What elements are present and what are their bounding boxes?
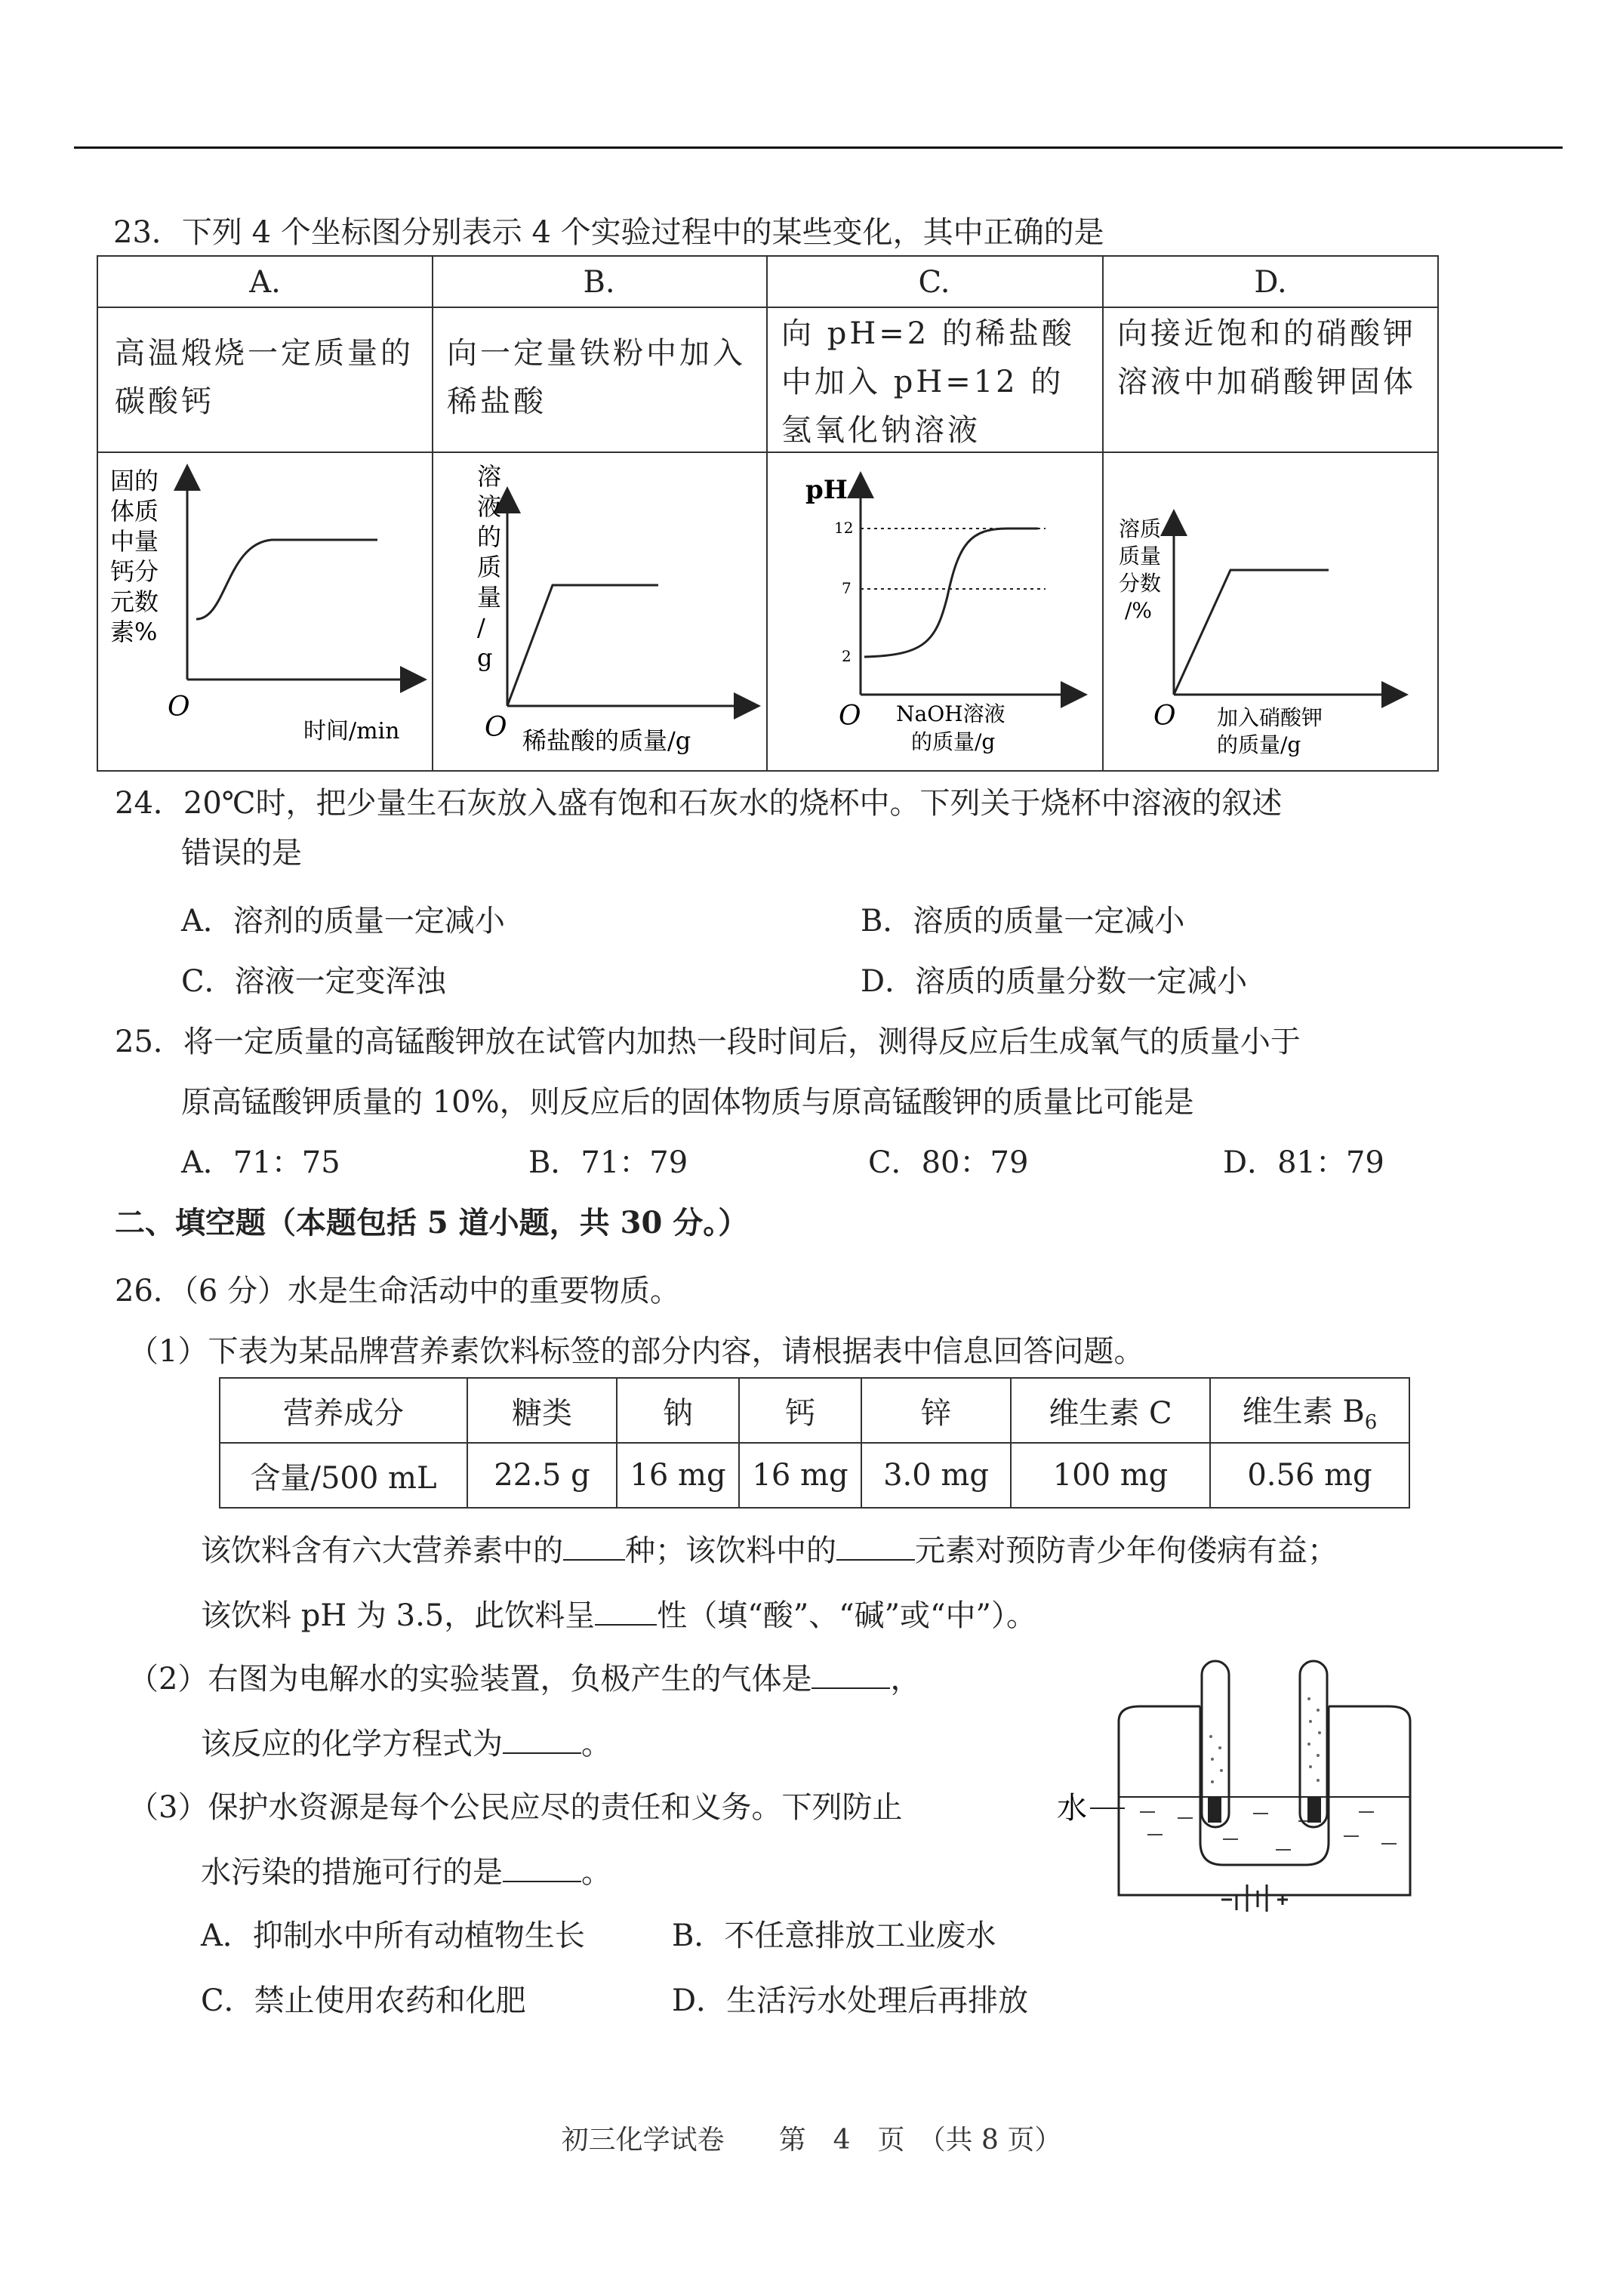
answer-blank-2[interactable] — [836, 1533, 915, 1561]
graph-b-origin: O — [485, 712, 507, 743]
q25-option-d[interactable]: D．81：79 — [1223, 1145, 1384, 1180]
q23-option-a-letter: A. — [249, 265, 281, 300]
graph-c-origin: O — [839, 701, 861, 732]
nutrition-table — [219, 1377, 1410, 1509]
q23-option-b-letter: B. — [583, 265, 615, 300]
q23-graph-b — [432, 453, 766, 770]
q25-stem-line1: 25．将一定质量的高锰酸钾放在试管内加热一段时间后，测得反应后生成氧气的质量小于 — [115, 1025, 1301, 1059]
fill1-text-b: 种；该饮料中的 — [625, 1533, 836, 1568]
q26-stem: 26．（6 分）水是生命活动中的重要物质。 — [115, 1274, 681, 1308]
q23-option-c-desc: 向 pH=2 的稀盐酸中加入 pH=12 的氢氧化钠溶液 — [781, 316, 1075, 448]
graph-d-origin: O — [1153, 701, 1176, 732]
p2-text-2: 该反应的化学方程式为 — [201, 1727, 503, 1761]
q25-option-c[interactable]: C．80：79 — [868, 1145, 1029, 1180]
q23-option-d-letter: D. — [1254, 265, 1287, 300]
p3-text-2: 水污染的措施可行的是 — [201, 1855, 503, 1890]
graph-a-origin: O — [168, 692, 190, 723]
q24-option-b[interactable]: B．溶质的质量一定减小 — [861, 904, 1185, 938]
q26-part1: （1）下表为某品牌营养素饮料标签的部分内容，请根据表中信息回答问题。 — [128, 1334, 1144, 1369]
graph-c-tick-2: 2 — [842, 647, 852, 665]
table-header-cell: 维生素 C — [1011, 1378, 1210, 1443]
table-cell: 100 mg — [1011, 1443, 1210, 1508]
table-row — [220, 1378, 1409, 1443]
q23-option-a-desc: 高温煅烧一定质量的碳酸钙 — [115, 336, 414, 419]
q23-graph-d — [1102, 453, 1439, 770]
q26-fill-line1 — [201, 1533, 1338, 1569]
graph-b-xlabel: 稀盐酸的质量/g — [522, 726, 691, 755]
vitamin-b-subscript: 6 — [1364, 1410, 1378, 1434]
graph-a-ylabel: 固的体质中量钙分元数素% — [110, 467, 159, 646]
q23-option-b-desc: 向一定量铁粉中加入稀盐酸 — [447, 336, 746, 419]
q25-option-b[interactable]: B．71：79 — [528, 1145, 688, 1180]
table-cell: 3.0 mg — [861, 1443, 1011, 1508]
graph-d-xlabel-2: 的质量/g — [1217, 732, 1301, 757]
answer-blank-3[interactable] — [595, 1598, 657, 1626]
table-cell: 22.5 g — [467, 1443, 617, 1508]
vitamin-b-label: 维生素 B — [1242, 1394, 1365, 1429]
graph-c-xlabel-2: 的质量/g — [911, 729, 996, 754]
graph-d-xlabel-1: 加入硝酸钾 — [1217, 705, 1323, 730]
answer-blank-4[interactable] — [812, 1662, 890, 1689]
q26-option-c[interactable]: C．禁止使用农药和化肥 — [201, 1983, 526, 2018]
table-header-cell: 糖类 — [467, 1378, 617, 1443]
q24-option-d[interactable]: D．溶质的质量分数一定减小 — [861, 964, 1248, 999]
q26-part3-line1: （3）保护水资源是每个公民应尽的责任和义务。下列防止 — [128, 1790, 903, 1825]
fill1-text-a: 该饮料含有六大营养素中的 — [201, 1533, 563, 1568]
table-cell: 16 mg — [739, 1443, 861, 1508]
q23-option-d-desc: 向接近饱和的硝酸钾溶液中加硝酸钾固体 — [1117, 316, 1416, 399]
q26-part2-line2 — [201, 1726, 611, 1762]
fill1-text-c: 元素对预防青少年佝偻病有益； — [915, 1533, 1338, 1568]
water-label: 水 — [1057, 1791, 1087, 1826]
q24-stem-line1: 24．20℃时，把少量生石灰放入盛有饱和石灰水的烧杯中。下列关于烧杯中溶液的叙述 — [115, 786, 1283, 821]
q25-stem-line2: 原高锰酸钾质量的 10%，则反应后的固体物质与原高锰酸钾的质量比可能是 — [181, 1085, 1194, 1120]
table-row — [220, 1443, 1409, 1508]
q23-option-c-letter: C. — [918, 265, 950, 300]
fill2-text-b: 性（填“酸”、“碱”或“中”）。 — [657, 1598, 1036, 1633]
graph-c-ylabel: pH — [805, 475, 848, 505]
graph-a-xlabel: 时间/min — [303, 718, 400, 744]
table-header-cell: 钙 — [739, 1378, 861, 1443]
graph-c-tick-12: 12 — [834, 519, 854, 537]
graph-d-ylabel: 溶质质量分数/% — [1119, 516, 1162, 623]
fill2-text-a: 该饮料 pH 为 3.5，此饮料呈 — [201, 1598, 596, 1633]
table-header-cell: 营养成分 — [220, 1378, 467, 1443]
table-cell: 0.56 mg — [1210, 1443, 1409, 1508]
q24-option-c[interactable]: C．溶液一定变浑浊 — [181, 964, 446, 999]
table-cell: 含量/500 mL — [220, 1443, 467, 1508]
q26-option-b[interactable]: B．不任意排放工业废水 — [672, 1918, 996, 1953]
top-rule — [74, 146, 1563, 149]
p3-end: 。 — [581, 1855, 611, 1890]
q24-option-a[interactable]: A．溶剂的质量一定减小 — [181, 904, 505, 938]
table-header-cell: 钠 — [617, 1378, 739, 1443]
q26-part2-line1 — [128, 1661, 920, 1697]
p2-end: ， — [890, 1662, 921, 1697]
graph-c-tick-7: 7 — [842, 579, 852, 597]
p2-end-2: 。 — [581, 1727, 611, 1761]
q26-part3-line2 — [201, 1854, 611, 1891]
q26-fill-line2 — [201, 1598, 1036, 1634]
q24-stem-line2: 错误的是 — [181, 836, 302, 871]
table-header-cell: 锌 — [861, 1378, 1011, 1443]
q25-option-a[interactable]: A．71：75 — [181, 1145, 340, 1180]
answer-blank-6[interactable] — [503, 1855, 581, 1882]
graph-c-xlabel-1: NaOH溶液 — [896, 701, 1006, 726]
q23-graph-c — [766, 453, 1102, 770]
electrolysis-apparatus-diagram — [1027, 1646, 1419, 1918]
p2-text: （2）右图为电解水的实验装置，负极产生的气体是 — [128, 1662, 812, 1697]
q23-graph-a — [98, 453, 432, 770]
q26-option-a[interactable]: A．抑制水中所有动植物生长 — [201, 1918, 585, 1953]
q26-option-d[interactable]: D．生活污水处理后再排放 — [672, 1983, 1029, 2018]
page-footer: 初三化学试卷 第 4 页 （共 8 页） — [561, 2125, 1062, 2156]
graph-b-ylabel: 溶液的质量/ g — [477, 462, 502, 672]
section-2-heading: 二、填空题（本题包括 5 道小题，共 30 分。） — [115, 1205, 749, 1240]
q23-options-grid — [97, 255, 1439, 772]
answer-blank-1[interactable] — [563, 1533, 625, 1561]
answer-blank-5[interactable] — [503, 1727, 581, 1754]
table-cell: 16 mg — [617, 1443, 739, 1508]
table-header-cell-b6 — [1210, 1378, 1409, 1443]
q23-stem: 23．下列 4 个坐标图分别表示 4 个实验过程中的某些变化，其中正确的是 — [113, 215, 1104, 250]
